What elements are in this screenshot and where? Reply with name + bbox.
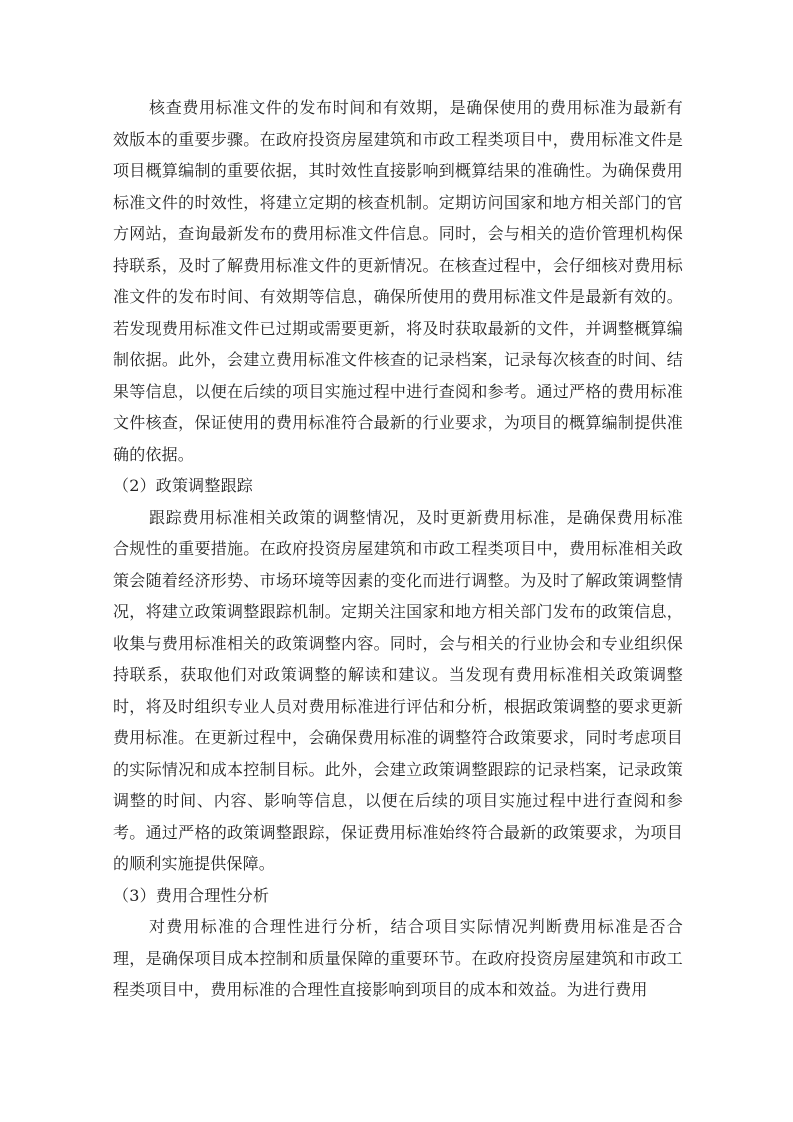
paragraph-fee-standard-verification: 核查费用标准文件的发布时间和有效期，是确保使用的费用标准为最新有效版本的重要步骤。在政府投资房屋建筑和市政工程类项目中，费用标准文件是项目概算编制的重要依据，其时效性直接影响到概算结果的准确性。为确保费用标准文件的时效性，将建立定期的核查机制。定期访问国家和地方相关部门的官方网站，查询最新发布的费用标准文件信息。同时，会与相关的造价管理机构保持联系，及时了解费用标准文件的更新情况。在核查过程中，会仔细核对费用标准文件的发布时间、有效期等信息，确保所使用的费用标准文件是最新有效的。若发现费用标准文件已过期或需要更新，将及时获取最新的文件，并调整概算编制依据。此外，会建立费用标准文件核查的记录档案，记录每次核查的时间、结果等信息，以便在后续的项目实施过程中进行查阅和参考。通过严格的费用标准文件核查，保证使用的费用标准符合最新的行业要求，为项目的概算编制提供准确的依据。 [113, 98, 683, 464]
document-body [113, 92, 683, 1006]
section-heading-cost-rationality: （3）费用合理性分析 [113, 885, 270, 905]
section-heading-policy-tracking: （2）政策调整跟踪 [113, 476, 253, 495]
paragraph-policy-tracking: 跟踪费用标准相关政策的调整情况，及时更新费用标准，是确保费用标准合规性的重要措施。在政府投资房屋建筑和市政工程类项目中，费用标准相关政策会随着经济形势、市场环境等因素的变化而进行调整。为及时了解政策调整情况，将建立政策调整跟踪机制。定期关注国家和地方相关部门发布的政策信息，收集与费用标准相关的政策调整内容。同时，会与相关的行业协会和专业组织保持联系，获取他们对政策调整的解读和建议。当发现有费用标准相关政策调整时，将及时组织专业人员对费用标准进行评估和分析，根据政策调整的要求更新费用标准。在更新过程中，会确保费用标准的调整符合政策要求，同时考虑项目的实际情况和成本控制目标。此外，会建立政策调整跟踪的记录档案，记录政策调整的时间、内容、影响等信息，以便在后续的项目实施过程中进行查阅和参考。通过严格的政策调整跟踪，保证费用标准始终符合最新的政策要求，为项目的顺利实施提供保障。 [113, 507, 683, 873]
paragraph-cost-rationality: 对费用标准的合理性进行分析，结合项目实际情况判断费用标准是否合理，是确保项目成本控制和质量保障的重要环节。在政府投资房屋建筑和市政工程类项目中，费用标准的合理性直接影响到项目的成本和效益。为进行费用 [113, 917, 683, 999]
